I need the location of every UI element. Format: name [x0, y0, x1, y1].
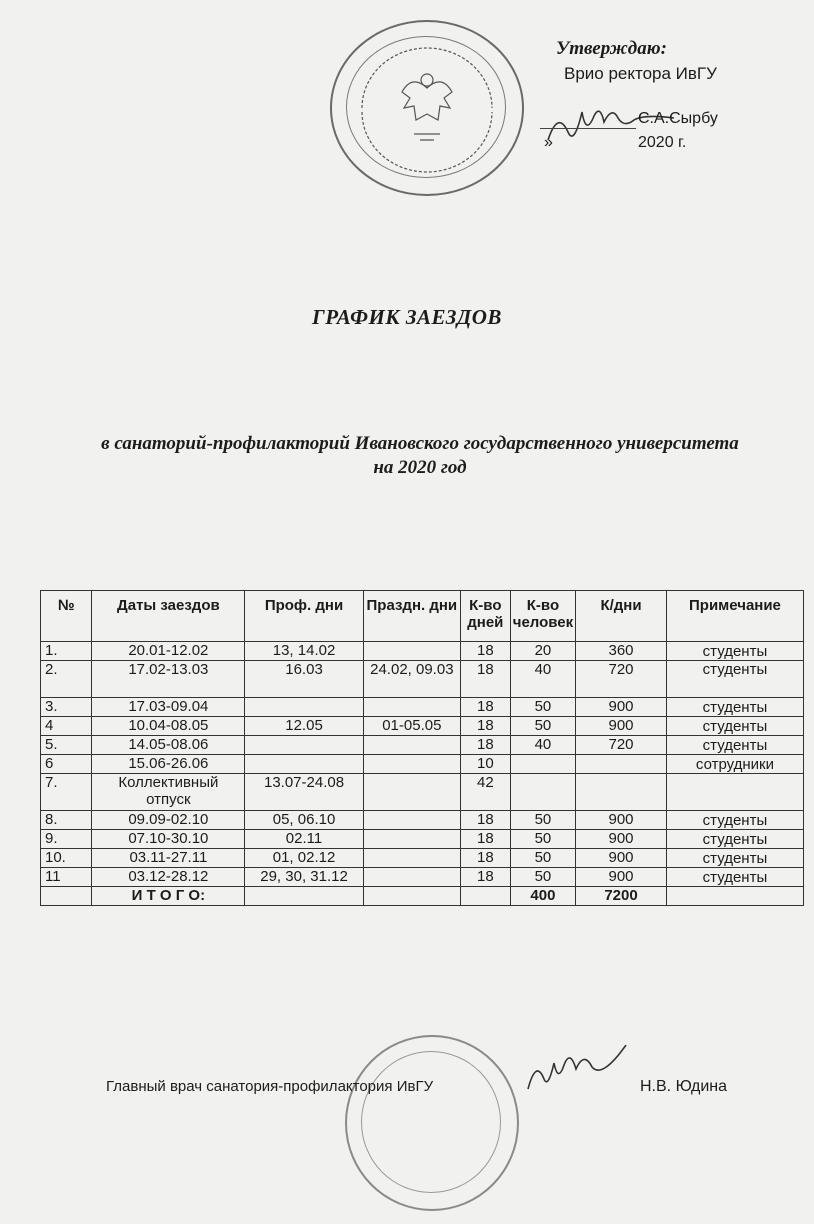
total-kdays: 7200 [576, 887, 667, 906]
head-doctor-signature [522, 1045, 632, 1105]
approval-name: С.А.Сырбу [638, 110, 718, 127]
approval-position: Врио ректора ИвГУ [564, 64, 717, 83]
total-label: И Т О Г О: [92, 887, 245, 906]
table-row: 9. 07.10-30.10 02.11 18 50 900 студенты [41, 830, 804, 849]
document-subtitle: в санаторий-профилакторий Ивановского государственного университета на 2020 год [101, 433, 739, 478]
footer-name: Н.В. Юдина [640, 1078, 728, 1095]
table-row: 6 15.06-26.06 10 сотрудники [41, 755, 804, 774]
eagle-emblem-icon [332, 22, 522, 194]
table-row: 2. 17.02-13.03 16.03 24.02, 09.03 18 40 720 студенты [41, 661, 804, 698]
table-total-row [41, 887, 804, 906]
schedule-table [40, 590, 804, 906]
header-cell: Примечание [666, 591, 803, 642]
table-row: 10. 03.11-27.11 01, 02.12 18 50 900 студенты [41, 849, 804, 868]
table-header-row [41, 591, 804, 642]
document-title: ГРАФИК ЗАЕЗДОВ [312, 305, 502, 329]
footer-position: Главный врач санатория-профилактория ИвГУ [106, 1078, 434, 1095]
header-cell: № [41, 591, 92, 642]
table-row: 8. 09.09-02.10 05, 06.10 18 50 900 студенты [41, 811, 804, 830]
total-people: 400 [510, 887, 575, 906]
header-cell: Даты заездов [92, 591, 245, 642]
table-row: 3. 17.03-09.04 18 50 900 студенты [41, 698, 804, 717]
table-row: 11 03.12-28.12 29, 30, 31.12 18 50 900 студенты [41, 868, 804, 887]
header-cell: Праздн. дни [363, 591, 460, 642]
official-seal-bottom [345, 1035, 519, 1211]
header-cell: К-во человек [510, 591, 575, 642]
approval-date: » 2020 г. [544, 134, 687, 151]
header-cell: К/дни [576, 591, 667, 642]
header-cell: Проф. дни [245, 591, 363, 642]
approval-heading: Утверждаю: [556, 38, 667, 59]
table-row: 5. 14.05-08.06 18 40 720 студенты [41, 736, 804, 755]
table-row: 7. Коллективный отпуск 13.07-24.08 42 [41, 774, 804, 811]
table-row: 4 10.04-08.05 12.05 01-05.05 18 50 900 студенты [41, 717, 804, 736]
table-row: 1. 20.01-12.02 13, 14.02 18 20 360 студенты [41, 642, 804, 661]
approval-block [540, 38, 800, 151]
header-cell: К-во дней [460, 591, 510, 642]
official-seal-top [330, 20, 524, 196]
